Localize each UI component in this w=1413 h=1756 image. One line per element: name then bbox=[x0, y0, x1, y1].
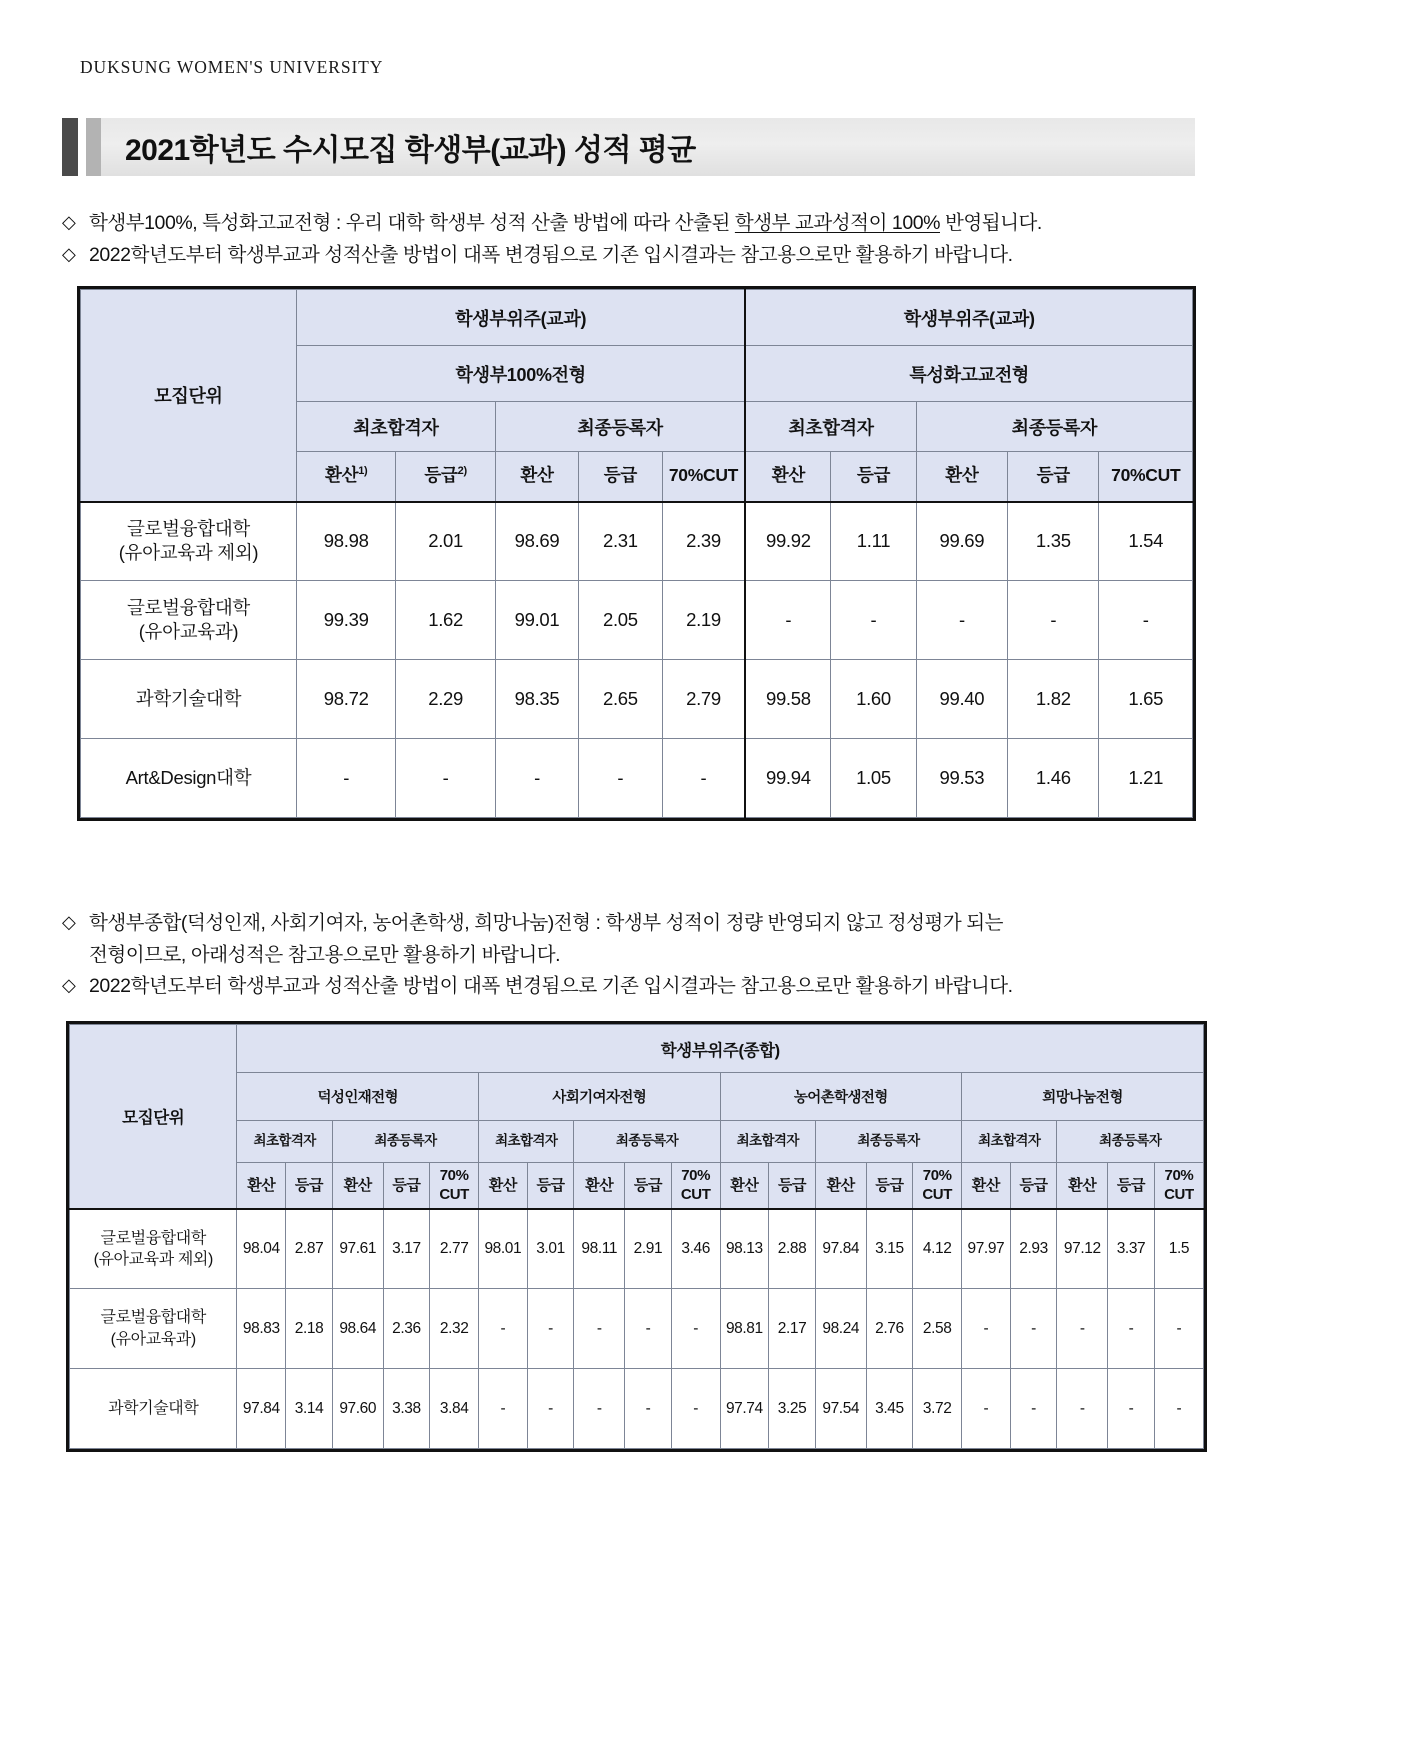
t2-admission-type-3: 희망나눔전형 bbox=[962, 1073, 1204, 1121]
t1-cell: 2.79 bbox=[662, 660, 745, 739]
table-row bbox=[81, 581, 1193, 660]
t1-cell: 2.65 bbox=[579, 660, 662, 739]
table-row bbox=[70, 1289, 1204, 1369]
t2-cell: 1.5 bbox=[1154, 1209, 1203, 1289]
t2-admission-type-0: 덕성인재전형 bbox=[237, 1073, 479, 1121]
t2-metric-header-1-1: 등급 bbox=[527, 1163, 574, 1209]
t1-cell: - bbox=[831, 581, 916, 660]
page-title-band bbox=[62, 118, 1195, 176]
t1-row-label bbox=[81, 581, 297, 660]
t1-cell: 99.58 bbox=[745, 660, 830, 739]
t2-cell: - bbox=[1010, 1289, 1057, 1369]
t2-metric-header-1-4 bbox=[671, 1163, 720, 1209]
t2-admission-type-1: 사회기여자전형 bbox=[478, 1073, 720, 1121]
t1-cell: 1.11 bbox=[831, 502, 916, 581]
table-row bbox=[70, 1163, 1204, 1209]
table-row bbox=[81, 502, 1193, 581]
t1-cell: 2.29 bbox=[396, 660, 495, 739]
t2-cohort-first-3: 최초합격자 bbox=[962, 1121, 1057, 1163]
t2-cell: 3.37 bbox=[1108, 1209, 1155, 1289]
note-line-2-body: 2022학년도부터 학생부교과 성적산출 방법이 대폭 변경됨으로 기존 입시결과는 참고용으로만 활용하기 바랍니다. bbox=[89, 243, 1013, 266]
t1-metric-header-3 bbox=[579, 452, 662, 502]
title-accent-gap bbox=[78, 118, 86, 176]
t2-cell: - bbox=[1057, 1289, 1108, 1369]
t2-metric-cut-line1: 70% bbox=[439, 1166, 469, 1184]
t1-cell: - bbox=[296, 739, 395, 818]
t1-cell: 99.40 bbox=[916, 660, 1007, 739]
t1-cell: - bbox=[1099, 581, 1193, 660]
t2-metric-header-2-4 bbox=[913, 1163, 962, 1209]
t2-row-label bbox=[70, 1369, 237, 1449]
t2-cell: 3.25 bbox=[769, 1369, 816, 1449]
diamond-bullet-icon: ◇ bbox=[62, 975, 76, 996]
t2-metric-header-3-4 bbox=[1154, 1163, 1203, 1209]
t1-metric-header-5 bbox=[745, 452, 830, 502]
table-jonghap-wrapper bbox=[66, 1021, 1207, 1452]
t1-metric-header-9 bbox=[1099, 452, 1193, 502]
t1-cell: - bbox=[662, 739, 745, 818]
t1-metric-label: 등급 bbox=[856, 465, 891, 486]
t1-metric-label: 70%CUT bbox=[668, 465, 739, 486]
t1-cell: 1.35 bbox=[1008, 502, 1099, 581]
table-row bbox=[70, 1369, 1204, 1449]
t1-row-label-line1: 글로벌융합대학 bbox=[126, 517, 250, 539]
note-1-part-b: 반영됩니다. bbox=[940, 212, 1042, 234]
t1-group-right: 학생부위주(교과) bbox=[745, 290, 1192, 346]
t2-metric-header-2-3: 등급 bbox=[866, 1163, 913, 1209]
t2-cell: 98.01 bbox=[478, 1209, 527, 1289]
t1-cell: - bbox=[396, 739, 495, 818]
t1-metric-label: 등급 bbox=[1036, 465, 1070, 486]
t2-cohort-final-2: 최종등록자 bbox=[815, 1121, 961, 1163]
t2-cell: - bbox=[478, 1289, 527, 1369]
t2-cell: 2.93 bbox=[1010, 1209, 1057, 1289]
t2-row-label-line1: 글로벌융합대학 bbox=[100, 1229, 206, 1247]
t2-metric-header-0-0: 환산 bbox=[237, 1163, 286, 1209]
t1-cell: 1.54 bbox=[1099, 502, 1193, 581]
t1-cell: 99.92 bbox=[745, 502, 830, 581]
t2-cell: 2.91 bbox=[625, 1209, 672, 1289]
t1-metric-label: 70%CUT bbox=[1111, 465, 1181, 486]
t1-group-left: 학생부위주(교과) bbox=[296, 290, 745, 346]
t1-cell: - bbox=[579, 739, 662, 818]
t2-cell: - bbox=[1010, 1369, 1057, 1449]
note-line-2 bbox=[62, 240, 1222, 272]
t2-cell: 98.04 bbox=[237, 1209, 286, 1289]
t1-cell: 98.35 bbox=[495, 660, 578, 739]
t1-metric-header-2 bbox=[495, 452, 578, 502]
t2-group-top: 학생부위주(종합) bbox=[237, 1025, 1204, 1073]
diamond-bullet-icon: ◇ bbox=[62, 243, 76, 264]
t1-cell: 99.39 bbox=[296, 581, 395, 660]
t2-cell: 97.74 bbox=[720, 1369, 769, 1449]
t2-cell: 97.54 bbox=[815, 1369, 866, 1449]
t2-cell: 3.46 bbox=[671, 1209, 720, 1289]
t1-cell: 98.69 bbox=[495, 502, 578, 581]
t2-metric-header-1-0: 환산 bbox=[478, 1163, 527, 1209]
t1-col-unit-header: 모집단위 bbox=[81, 290, 297, 502]
t2-cell: - bbox=[625, 1369, 672, 1449]
t2-cell: 97.84 bbox=[237, 1369, 286, 1449]
t2-metric-header-2-1: 등급 bbox=[769, 1163, 816, 1209]
t1-row-label-line2: (유아교육과 제외) bbox=[118, 542, 259, 564]
t2-cell: 2.76 bbox=[866, 1289, 913, 1369]
t2-cohort-first-1: 최초합격자 bbox=[478, 1121, 573, 1163]
t1-metric-header-7 bbox=[916, 452, 1007, 502]
t1-cell: 99.94 bbox=[745, 739, 830, 818]
table-row bbox=[70, 1209, 1204, 1289]
t2-cell: 98.83 bbox=[237, 1289, 286, 1369]
t1-metric-footnote-marker: 2) bbox=[457, 465, 467, 478]
t1-metric-label: 등급 bbox=[603, 465, 637, 486]
t2-cell: 98.64 bbox=[332, 1289, 383, 1369]
diamond-bullet-icon: ◇ bbox=[62, 212, 76, 232]
t1-cell: 98.98 bbox=[296, 502, 395, 581]
t2-cell: 3.14 bbox=[286, 1369, 333, 1449]
table-row bbox=[81, 290, 1193, 346]
t2-cell: 98.11 bbox=[574, 1209, 625, 1289]
t1-cell: - bbox=[745, 581, 830, 660]
t2-cell: 2.36 bbox=[383, 1289, 430, 1369]
t2-cell: - bbox=[527, 1289, 574, 1369]
t1-subgroup-right: 특성화고교전형 bbox=[745, 346, 1192, 402]
t1-metric-header-8 bbox=[1008, 452, 1099, 502]
t1-cohort-0: 최초합격자 bbox=[296, 402, 495, 452]
table-row bbox=[81, 739, 1193, 818]
table-gyogwa bbox=[80, 289, 1193, 818]
t1-row-label bbox=[81, 739, 297, 818]
t2-cell: - bbox=[962, 1369, 1011, 1449]
page-title: 2021학년도 수시모집 학생부(교과) 성적 평균 bbox=[125, 134, 696, 167]
diamond-bullet-icon: ◇ bbox=[62, 912, 76, 932]
title-accent-bar-dark bbox=[62, 118, 78, 176]
t1-row-label-line1: 글로벌융합대학 bbox=[126, 596, 250, 618]
table-gyogwa-wrapper bbox=[77, 286, 1196, 821]
t2-cell: - bbox=[625, 1289, 672, 1369]
t2-cell: 3.17 bbox=[383, 1209, 430, 1289]
t2-cell: 97.97 bbox=[962, 1209, 1011, 1289]
t2-row-label-line2: (유아교육과) bbox=[110, 1330, 196, 1348]
t1-metric-header-6 bbox=[831, 452, 916, 502]
t2-cell: 98.24 bbox=[815, 1289, 866, 1369]
t2-cell: 3.84 bbox=[430, 1369, 479, 1449]
table-row bbox=[70, 1121, 1204, 1163]
university-wordmark: DUKSUNG WOMEN'S UNIVERSITY bbox=[80, 57, 384, 77]
t1-cell: 99.69 bbox=[916, 502, 1007, 581]
t1-cell: 2.05 bbox=[579, 581, 662, 660]
t2-cell: 3.45 bbox=[866, 1369, 913, 1449]
t1-cell: - bbox=[1008, 581, 1099, 660]
t2-metric-header-1-2: 환산 bbox=[574, 1163, 625, 1209]
t2-cell: 97.61 bbox=[332, 1209, 383, 1289]
t2-row-label bbox=[70, 1289, 237, 1369]
t1-metric-label: 환산 bbox=[520, 465, 554, 486]
t1-metric-label: 환산 bbox=[324, 465, 359, 486]
t2-cell: 2.77 bbox=[430, 1209, 479, 1289]
t2-metric-cut-line1: 70% bbox=[1164, 1166, 1194, 1184]
t2-metric-header-1-3: 등급 bbox=[625, 1163, 672, 1209]
t1-cell: 2.01 bbox=[396, 502, 495, 581]
t2-cohort-first-2: 최초합격자 bbox=[720, 1121, 815, 1163]
t2-cell: 3.01 bbox=[527, 1209, 574, 1289]
t2-metric-header-0-3: 등급 bbox=[383, 1163, 430, 1209]
note-line-1-body bbox=[89, 208, 1222, 240]
t2-metric-header-2-0: 환산 bbox=[720, 1163, 769, 1209]
t2-cell: 2.88 bbox=[769, 1209, 816, 1289]
t1-metric-label: 환산 bbox=[945, 465, 979, 486]
t1-cell: 1.62 bbox=[396, 581, 495, 660]
table-jonghap bbox=[69, 1024, 1204, 1449]
table-row bbox=[81, 660, 1193, 739]
t2-metric-cut-line2: CUT bbox=[1164, 1186, 1194, 1204]
table-row bbox=[70, 1073, 1204, 1121]
t1-metric-header-1 bbox=[396, 452, 495, 502]
t1-metric-label: 등급 bbox=[424, 465, 458, 486]
t2-cohort-final-3: 최종등록자 bbox=[1057, 1121, 1204, 1163]
note-line-3-body: 학생부종합(덕성인재, 사회기여자, 농어촌학생, 희망나눔)전형 : 학생부 성적이 정량 반영되지 않고 정성평가 되는 bbox=[89, 912, 1004, 934]
t2-cell: 2.32 bbox=[430, 1289, 479, 1369]
t2-cell: 2.87 bbox=[286, 1209, 333, 1289]
t2-row-label bbox=[70, 1209, 237, 1289]
t2-metric-header-3-0: 환산 bbox=[962, 1163, 1011, 1209]
t2-cell: - bbox=[527, 1369, 574, 1449]
t2-cell: - bbox=[574, 1289, 625, 1369]
t2-cell: - bbox=[1154, 1289, 1203, 1369]
t1-cell: 2.19 bbox=[662, 581, 745, 660]
t1-cell: 1.82 bbox=[1008, 660, 1099, 739]
t2-cell: 3.38 bbox=[383, 1369, 430, 1449]
t1-row-label-line2: (유아교육과) bbox=[138, 621, 239, 642]
t2-cell: 97.84 bbox=[815, 1209, 866, 1289]
t2-admission-type-2: 농어촌학생전형 bbox=[720, 1073, 962, 1121]
t2-cell: - bbox=[671, 1369, 720, 1449]
t2-cell: 97.12 bbox=[1057, 1209, 1108, 1289]
t2-metric-header-2-2: 환산 bbox=[815, 1163, 866, 1209]
t2-row-label-line2: (유아교육과 제외) bbox=[93, 1250, 213, 1268]
t2-metric-cut-line2: CUT bbox=[922, 1186, 952, 1204]
t2-cell: 2.58 bbox=[913, 1289, 962, 1369]
t2-cohort-first-0: 최초합격자 bbox=[237, 1121, 332, 1163]
t2-metric-cut-line1: 70% bbox=[922, 1166, 952, 1184]
note-1-part-a: 학생부100%, 특성화고교전형 : 우리 대학 학생부 성적 산출 방법에 따라 산출된 bbox=[89, 212, 735, 234]
notes-section-1 bbox=[62, 208, 1222, 271]
t2-metric-cut-line2: CUT bbox=[680, 1186, 711, 1204]
t2-cell: 2.17 bbox=[769, 1289, 816, 1369]
t1-cell: 99.53 bbox=[916, 739, 1007, 818]
t1-row-label bbox=[81, 660, 297, 739]
t1-cell: 1.05 bbox=[831, 739, 916, 818]
t2-cell: 4.12 bbox=[913, 1209, 962, 1289]
t2-metric-header-0-1: 등급 bbox=[286, 1163, 333, 1209]
t2-cell: - bbox=[1108, 1289, 1155, 1369]
t2-cell: - bbox=[478, 1369, 527, 1449]
t2-cohort-final-1: 최종등록자 bbox=[574, 1121, 720, 1163]
t2-cell: 3.15 bbox=[866, 1209, 913, 1289]
note-line-3 bbox=[62, 908, 1222, 940]
notes-section-2 bbox=[62, 908, 1222, 1003]
t1-cell: - bbox=[495, 739, 578, 818]
t2-cell: 2.18 bbox=[286, 1289, 333, 1369]
t2-cell: - bbox=[1154, 1369, 1203, 1449]
t2-cell: - bbox=[962, 1289, 1011, 1369]
t2-cell: - bbox=[574, 1369, 625, 1449]
t1-cell: 2.31 bbox=[579, 502, 662, 581]
title-accent-bar-grey bbox=[86, 118, 101, 176]
t1-subgroup-left: 학생부100%전형 bbox=[296, 346, 745, 402]
t2-col-unit-header: 모집단위 bbox=[70, 1025, 237, 1209]
t2-metric-header-0-2: 환산 bbox=[332, 1163, 383, 1209]
title-background bbox=[101, 118, 1195, 176]
note-line-4 bbox=[62, 971, 1222, 1003]
note-1-underlined: 학생부 교과성적이 100% bbox=[734, 212, 940, 234]
note-line-3-continuation: 전형이므로, 아래성적은 참고용으로만 활용하기 바랍니다. bbox=[89, 943, 561, 966]
t2-cell: - bbox=[1057, 1369, 1108, 1449]
t2-metric-cut-line2: CUT bbox=[439, 1186, 469, 1204]
t2-cell: - bbox=[671, 1289, 720, 1369]
t1-cell: 2.39 bbox=[662, 502, 745, 581]
t2-cell: 97.60 bbox=[332, 1369, 383, 1449]
t2-cell: 98.13 bbox=[720, 1209, 769, 1289]
t1-cell: 1.65 bbox=[1099, 660, 1193, 739]
t2-metric-header-3-2: 환산 bbox=[1057, 1163, 1108, 1209]
t2-cell: 98.81 bbox=[720, 1289, 769, 1369]
t2-row-label-line1: 과학기술대학 bbox=[108, 1399, 199, 1417]
t2-metric-header-0-4 bbox=[430, 1163, 479, 1209]
t2-cohort-final-0: 최종등록자 bbox=[332, 1121, 478, 1163]
t1-row-label bbox=[81, 502, 297, 581]
t1-cell: 98.72 bbox=[296, 660, 395, 739]
t1-cell: 99.01 bbox=[495, 581, 578, 660]
t2-cell: 3.72 bbox=[913, 1369, 962, 1449]
t2-metric-header-3-1: 등급 bbox=[1010, 1163, 1057, 1209]
t1-metric-footnote-marker: 1) bbox=[358, 465, 368, 478]
t2-metric-header-3-3: 등급 bbox=[1108, 1163, 1155, 1209]
t1-metric-header-0 bbox=[296, 452, 395, 502]
t1-cell: 1.60 bbox=[831, 660, 916, 739]
t1-cohort-2: 최초합격자 bbox=[745, 402, 916, 452]
t2-metric-cut-line1: 70% bbox=[681, 1166, 711, 1184]
note-line-4-body: 2022학년도부터 학생부교과 성적산출 방법이 대폭 변경됨으로 기존 입시결과는 참고용으로만 활용하기 바랍니다. bbox=[89, 975, 1013, 998]
t1-row-label-line1: 과학기술대학 bbox=[135, 687, 242, 709]
note-line-1 bbox=[62, 208, 1222, 240]
t1-metric-header-4 bbox=[662, 452, 745, 502]
t2-cell: - bbox=[1108, 1369, 1155, 1449]
t1-cohort-1: 최종등록자 bbox=[495, 402, 745, 452]
table-row bbox=[70, 1025, 1204, 1073]
t1-cell: - bbox=[916, 581, 1007, 660]
t1-cell: 1.46 bbox=[1008, 739, 1099, 818]
t2-row-label-line1: 글로벌융합대학 bbox=[100, 1309, 206, 1327]
t1-cell: 1.21 bbox=[1099, 739, 1193, 818]
t1-cohort-3: 최종등록자 bbox=[916, 402, 1192, 452]
t1-row-label-line1: Art&Design대학 bbox=[125, 766, 252, 788]
t1-metric-label: 환산 bbox=[771, 465, 805, 486]
